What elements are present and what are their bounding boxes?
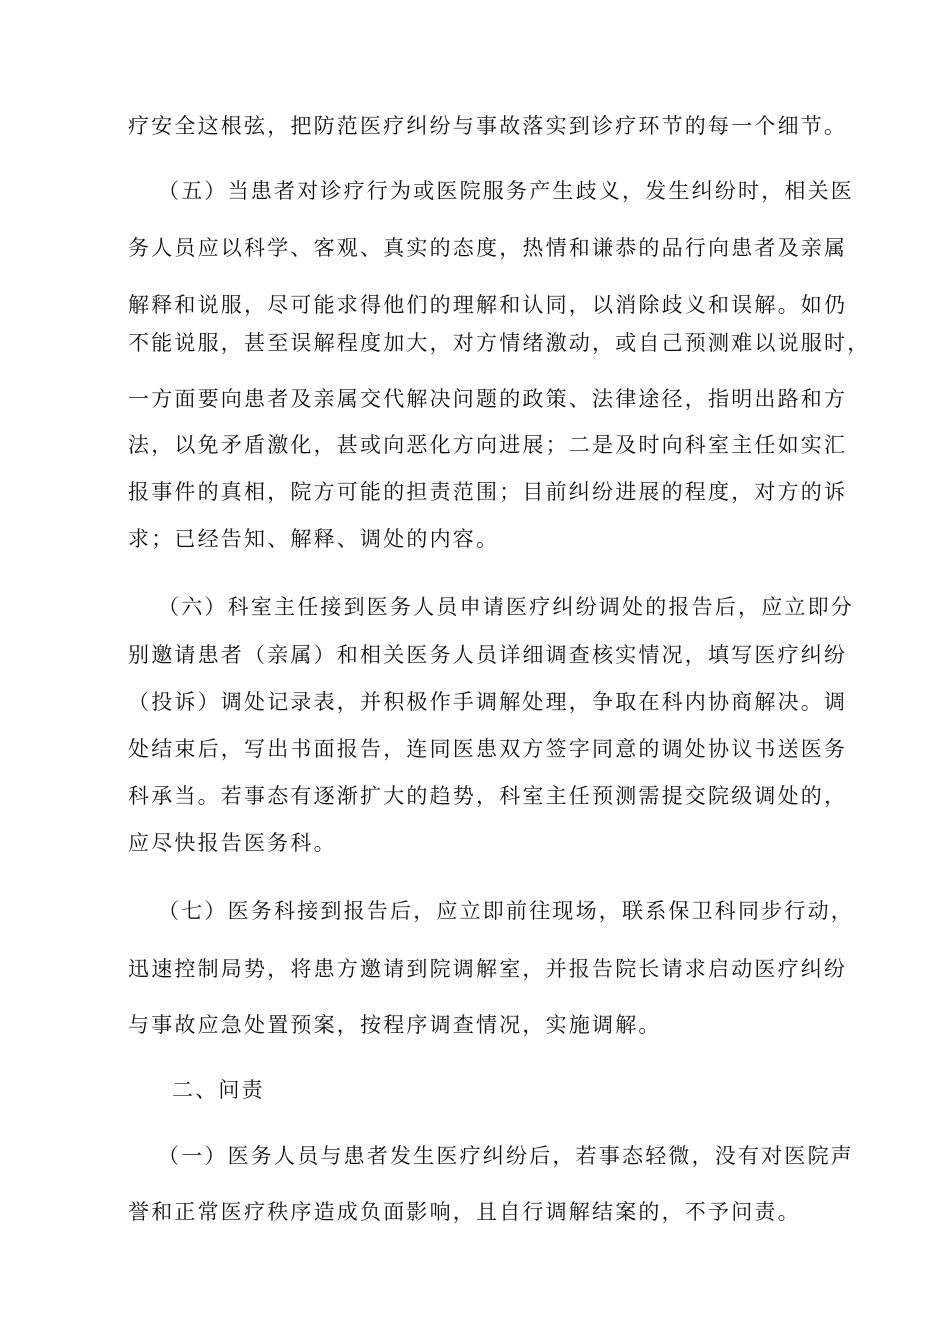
paragraph-line: 与事故应急处置预案，按程序调查情况，实施调解。	[128, 1013, 662, 1037]
paragraph-line: 别邀请患者（亲属）和相关医务人员详细调查核实情况，填写医疗纠纷	[128, 643, 848, 667]
paragraph-line: 科承当。若事态有逐渐扩大的趋势，科室主任预测需提交院级调处的，	[128, 784, 848, 808]
paragraph-line: （一）医务人员与患者发生医疗纠纷后，若事态轻微，没有对医院声	[158, 1144, 854, 1168]
paragraph-line: （投诉）调处记录表，并积极作手调解处理，争取在科内协商解决。调	[128, 690, 848, 714]
paragraph-line: 处结束后，写出书面报告，连同医患双方签字同意的调处协议书送医务	[128, 737, 848, 761]
paragraph-line: 解释和说服，尽可能求得他们的理解和认同，以消除歧义和误解。如仍	[128, 293, 848, 317]
paragraph-line: （七）医务科接到报告后，应立即前往现场，联系保卫科同步行动，	[158, 899, 854, 923]
paragraph-line: 应尽快报告医务科。	[128, 831, 337, 855]
section-heading: 二、问责	[172, 1078, 265, 1102]
paragraph-line: （六）科室主任接到医务人员申请医疗纠纷调处的报告后，应立即分	[158, 595, 854, 619]
paragraph-line: 务人员应以科学、客观、真实的态度，热情和谦恭的品行向患者及亲属	[128, 236, 848, 260]
paragraph-line: 法，以免矛盾激化，甚或向恶化方向进展；二是及时向科室主任如实汇	[128, 433, 848, 457]
paragraph-line: 疗安全这根弦，把防范医疗纠纷与事故落实到诊疗环节的每一个细节。	[128, 114, 848, 138]
paragraph-line: （五）当患者对诊疗行为或医院服务产生歧义，发生纠纷时，相关医	[158, 179, 854, 203]
paragraph-line: 一方面要向患者及亲属交代解决问题的政策、法律途径，指明出路和方	[128, 387, 848, 411]
paragraph-line: 报事件的真相，院方可能的担责范围；目前纠纷进展的程度，对方的诉	[128, 480, 848, 504]
paragraph-line: 迅速控制局势，将患方邀请到院调解室，并报告院长请求启动医疗纠纷	[128, 957, 848, 981]
paragraph-line: 誉和正常医疗秩序造成负面影响，且自行调解结案的，不予问责。	[128, 1200, 801, 1224]
paragraph-line: 不能说服，甚至误解程度加大，对方情绪激动，或自己预测难以说服时，	[128, 331, 871, 355]
paragraph-line: 求；已经告知、解释、调处的内容。	[128, 527, 500, 551]
